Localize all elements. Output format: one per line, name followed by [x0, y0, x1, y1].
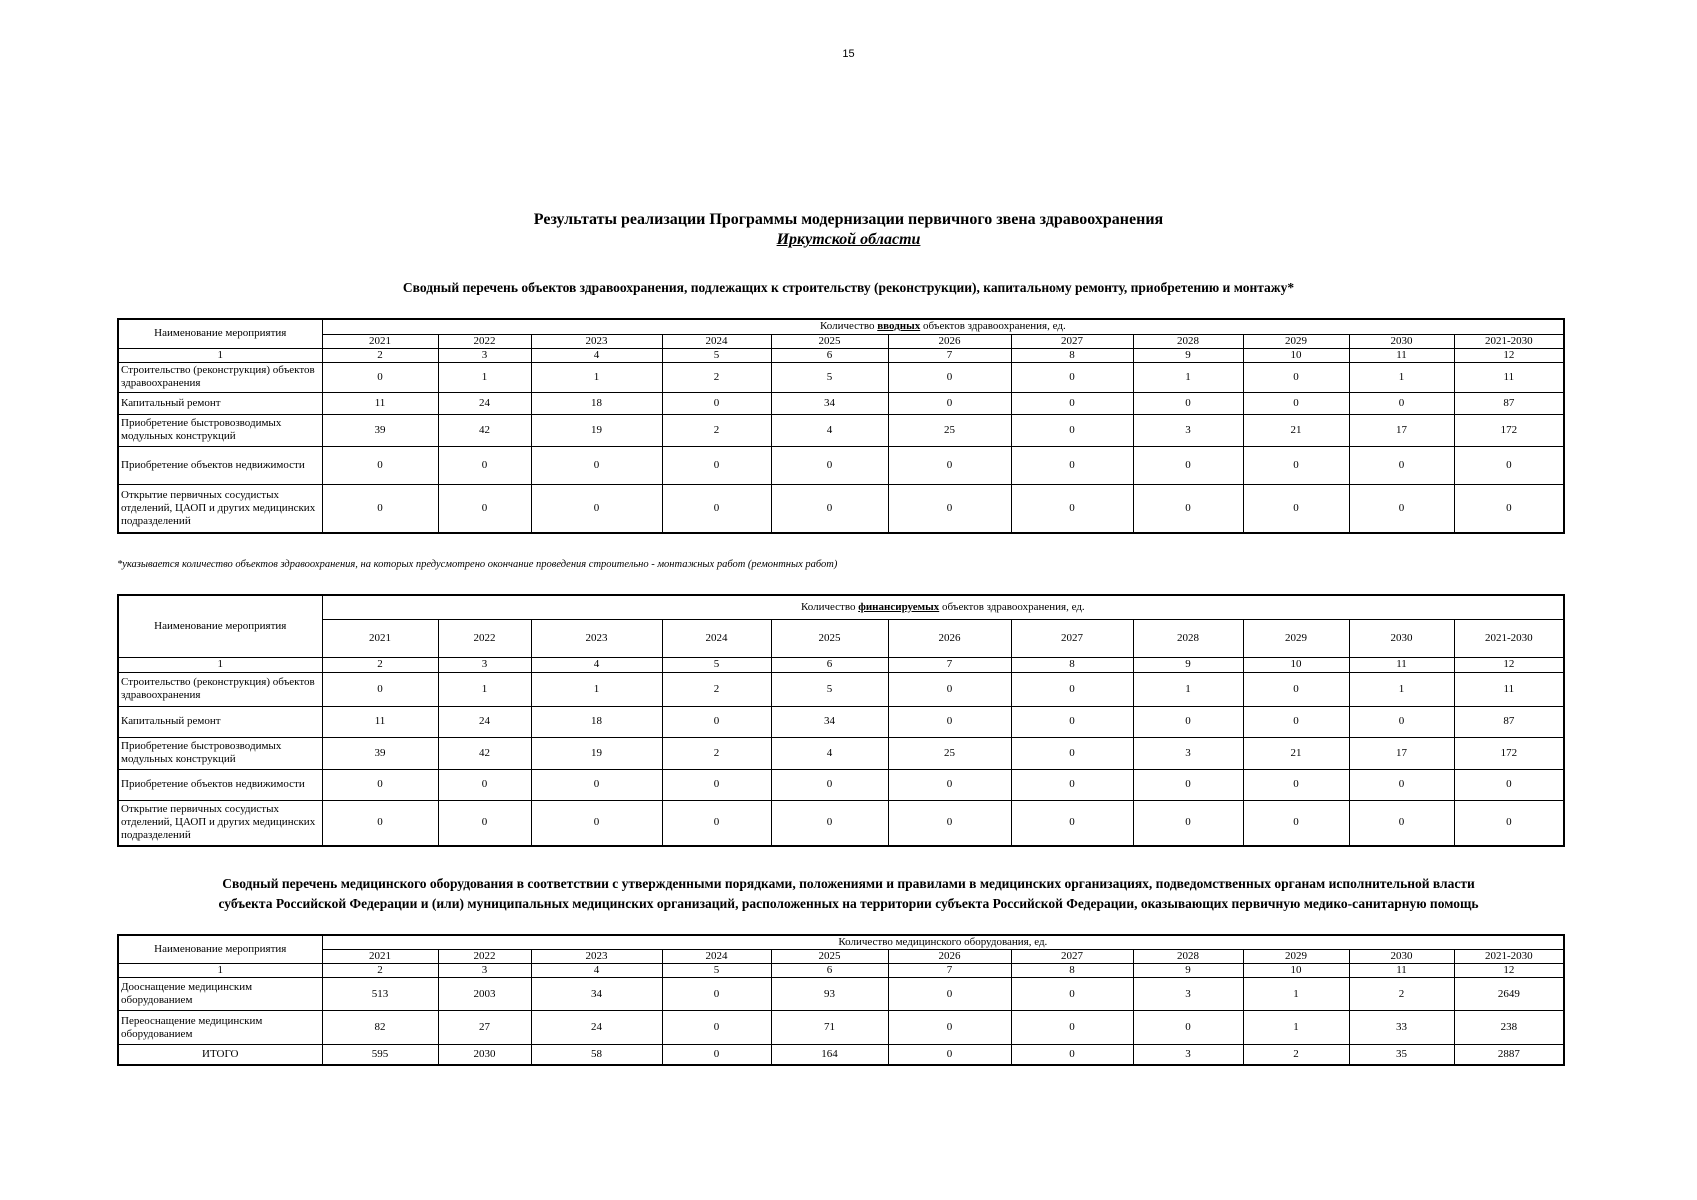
table-cell: 1	[438, 362, 531, 392]
column-group-header: Количество медицинского оборудования, ед.	[322, 935, 1564, 950]
table-cell: 0	[771, 800, 888, 846]
column-number: 7	[888, 657, 1011, 672]
table-cell: 0	[531, 446, 662, 484]
table-cell: 0	[1011, 484, 1133, 533]
table-cell: 4	[771, 414, 888, 446]
table-cell: 0	[1243, 672, 1349, 706]
column-header-year: 2021-2030	[1454, 619, 1564, 657]
column-header-year: 2030	[1349, 334, 1454, 348]
row-label: Приобретение объектов недвижимости	[118, 769, 322, 800]
table-cell: 0	[1011, 769, 1133, 800]
table-cell: 0	[438, 800, 531, 846]
subtitle-equipment-line-2: субъекта Российской Федерации и (или) муниципальных медицинских организаций, расположенных на территории субъекта Российской Федерации, оказывающих первичную медико-санитарную помощь	[218, 896, 1479, 911]
table-cell: 17	[1349, 737, 1454, 769]
years-row	[118, 950, 1564, 964]
table-cell: 0	[322, 769, 438, 800]
table-cell: 238	[1454, 1011, 1564, 1045]
table-cell: 0	[1011, 392, 1133, 414]
column-header-year: 2021	[322, 619, 438, 657]
group-header-pre: Количество	[819, 320, 878, 333]
table-cell: 42	[438, 414, 531, 446]
table-cell: 0	[1454, 769, 1564, 800]
column-number: 2	[322, 657, 438, 672]
table-row	[118, 392, 1564, 414]
table-cell: 0	[662, 1045, 771, 1065]
years-row	[118, 334, 1564, 348]
table-cell: 11	[1454, 362, 1564, 392]
table-cell: 0	[888, 1011, 1011, 1045]
table-cell: 2	[1349, 978, 1454, 1011]
table-cell: 0	[322, 446, 438, 484]
subtitle-objects: Сводный перечень объектов здравоохранения, подлежащих к строительству (реконструкции), капитальному ремонту, приобретению и монтажу*	[402, 280, 1295, 295]
table-cell: 0	[888, 769, 1011, 800]
table-cell: 0	[1133, 800, 1243, 846]
column-header-name: Наименование мероприятия	[118, 595, 322, 657]
page-title	[0, 210, 1697, 250]
column-number: 4	[531, 348, 662, 362]
row-label: Открытие первичных сосудистых отделений, ЦАОП и других медицинских подразделений	[118, 484, 322, 533]
table-cell: 0	[1349, 769, 1454, 800]
table-cell: 0	[1454, 484, 1564, 533]
table-cell: 17	[1349, 414, 1454, 446]
table-cell: 25	[888, 737, 1011, 769]
column-header-year: 2027	[1011, 619, 1133, 657]
column-header-year: 2022	[438, 619, 531, 657]
table-cell: 0	[1349, 706, 1454, 737]
group-header-emph: финансируемых	[858, 600, 940, 613]
column-header-year: 2030	[1349, 619, 1454, 657]
table-cell: 0	[888, 1045, 1011, 1065]
table-row	[118, 706, 1564, 737]
table-cell: 0	[771, 769, 888, 800]
table-cell: 19	[531, 737, 662, 769]
column-number: 9	[1133, 348, 1243, 362]
column-header-year: 2030	[1349, 950, 1454, 964]
table-cell: 39	[322, 737, 438, 769]
column-number: 1	[118, 657, 322, 672]
column-number: 9	[1133, 964, 1243, 978]
column-number-row	[118, 657, 1564, 672]
column-number: 5	[662, 657, 771, 672]
table-cell: 0	[1011, 446, 1133, 484]
table-cell: 21	[1243, 414, 1349, 446]
table-cell: 0	[438, 769, 531, 800]
table-cell: 0	[1133, 1011, 1243, 1045]
table-cell: 0	[888, 672, 1011, 706]
column-header-year: 2023	[531, 334, 662, 348]
group-header-post: объектов здравоохранения, ед.	[939, 600, 1085, 613]
title-line-2: Иркутской области	[776, 231, 921, 248]
table-row	[118, 484, 1564, 533]
table-cell: 0	[1011, 672, 1133, 706]
column-header-year: 2025	[771, 334, 888, 348]
table-row	[118, 769, 1564, 800]
column-header-year: 2024	[662, 619, 771, 657]
column-header-name: Наименование мероприятия	[118, 319, 322, 348]
column-header-year: 2024	[662, 334, 771, 348]
table-cell: 0	[888, 484, 1011, 533]
column-header-year: 2021	[322, 950, 438, 964]
table-cell: 1	[531, 672, 662, 706]
table-cell: 0	[1243, 484, 1349, 533]
row-label: Приобретение быстровозводимых модульных конструкций	[118, 414, 322, 446]
column-header-year: 2023	[531, 619, 662, 657]
table-cell: 0	[1133, 446, 1243, 484]
table-cell: 0	[888, 392, 1011, 414]
table-cell: 1	[1243, 978, 1349, 1011]
column-number: 5	[662, 348, 771, 362]
table-cell: 0	[1011, 978, 1133, 1011]
column-number: 8	[1011, 964, 1133, 978]
table-cell: 3	[1133, 978, 1243, 1011]
table-cell: 87	[1454, 392, 1564, 414]
table-cell: 2003	[438, 978, 531, 1011]
row-label: Дооснащение медицинским оборудованием	[118, 978, 322, 1011]
group-header-post: объектов здравоохранения, ед.	[920, 320, 1066, 333]
table-row	[118, 737, 1564, 769]
table-cell: 0	[1011, 737, 1133, 769]
table-row	[118, 1045, 1564, 1065]
group-header-emph: вводных	[877, 320, 921, 333]
column-header-year: 2023	[531, 950, 662, 964]
table-cell: 87	[1454, 706, 1564, 737]
table-cell: 0	[1349, 484, 1454, 533]
table-cell: 0	[888, 706, 1011, 737]
column-number: 2	[322, 964, 438, 978]
table-cell: 0	[531, 769, 662, 800]
table-cell: 0	[1243, 769, 1349, 800]
table-cell: 42	[438, 737, 531, 769]
column-header-year: 2026	[888, 619, 1011, 657]
table-cell: 0	[662, 1011, 771, 1045]
column-header-year: 2028	[1133, 334, 1243, 348]
subtitle-equipment	[0, 874, 1697, 914]
table-cell: 34	[771, 392, 888, 414]
table-cell: 164	[771, 1045, 888, 1065]
column-header-year: 2025	[771, 950, 888, 964]
column-header-year: 2022	[438, 334, 531, 348]
table-cell: 0	[531, 800, 662, 846]
table-cell: 0	[888, 446, 1011, 484]
table-cell: 0	[1349, 446, 1454, 484]
row-label: Открытие первичных сосудистых отделений, ЦАОП и других медицинских подразделений	[118, 800, 322, 846]
column-header-year: 2024	[662, 950, 771, 964]
column-header-year: 2022	[438, 950, 531, 964]
column-number: 5	[662, 964, 771, 978]
table-cell: 0	[662, 800, 771, 846]
table-row	[118, 978, 1564, 1011]
column-number: 7	[888, 348, 1011, 362]
years-row	[118, 619, 1564, 657]
table-row	[118, 672, 1564, 706]
table-cell: 172	[1454, 414, 1564, 446]
table-cell: 0	[1243, 800, 1349, 846]
table-cell: 0	[531, 484, 662, 533]
column-number: 9	[1133, 657, 1243, 672]
column-number: 11	[1349, 964, 1454, 978]
table-cell: 0	[322, 484, 438, 533]
table-cell: 0	[1133, 706, 1243, 737]
table-cell: 0	[1011, 706, 1133, 737]
column-number: 10	[1243, 348, 1349, 362]
table-cell: 2887	[1454, 1045, 1564, 1065]
table-cell: 0	[662, 706, 771, 737]
table-cell: 2	[662, 414, 771, 446]
row-label: Приобретение объектов недвижимости	[118, 446, 322, 484]
table-cell: 0	[888, 800, 1011, 846]
table-cell: 0	[1243, 706, 1349, 737]
column-header-name: Наименование мероприятия	[118, 935, 322, 964]
subtitle-equipment-line-1: Сводный перечень медицинского оборудования в соответствии с утвержденными порядками, положениями и правилами в медицинских организациях, подведомственных органам исполнительной власти	[222, 876, 1475, 891]
table-row	[118, 414, 1564, 446]
table-cell: 0	[1243, 392, 1349, 414]
table-cell: 0	[438, 484, 531, 533]
table-cell: 0	[662, 484, 771, 533]
table-cell: 0	[888, 362, 1011, 392]
table-cell: 21	[1243, 737, 1349, 769]
table-cell: 1	[1243, 1011, 1349, 1045]
table-cell: 24	[438, 392, 531, 414]
table-cell: 2	[662, 737, 771, 769]
table-cell: 39	[322, 414, 438, 446]
row-label: Капитальный ремонт	[118, 706, 322, 737]
table-cell: 0	[888, 978, 1011, 1011]
column-number-row	[118, 348, 1564, 362]
table-cell: 5	[771, 672, 888, 706]
row-label: Строительство (реконструкция) объектов здравоохранения	[118, 672, 322, 706]
column-number: 11	[1349, 657, 1454, 672]
table-cell: 1	[1133, 672, 1243, 706]
table-cell: 0	[1133, 769, 1243, 800]
table-cell: 595	[322, 1045, 438, 1065]
column-number: 6	[771, 657, 888, 672]
table-cell: 172	[1454, 737, 1564, 769]
column-header-year: 2021-2030	[1454, 334, 1564, 348]
table-cell: 0	[771, 446, 888, 484]
table-cell: 0	[1349, 800, 1454, 846]
table-cell: 25	[888, 414, 1011, 446]
table-row	[118, 1011, 1564, 1045]
table-cell: 0	[1133, 484, 1243, 533]
column-number: 1	[118, 348, 322, 362]
table-cell: 1	[1133, 362, 1243, 392]
table-cell: 58	[531, 1045, 662, 1065]
table-cell: 0	[438, 446, 531, 484]
column-number: 1	[118, 964, 322, 978]
table-row	[118, 800, 1564, 846]
table-cell: 1	[1349, 362, 1454, 392]
table-cell: 0	[1243, 446, 1349, 484]
table-cell: 82	[322, 1011, 438, 1045]
column-number: 8	[1011, 657, 1133, 672]
table-cell: 0	[1243, 362, 1349, 392]
table-cell: 24	[531, 1011, 662, 1045]
row-label: Переоснащение медицинским оборудованием	[118, 1011, 322, 1045]
column-number: 10	[1243, 964, 1349, 978]
table-cell: 0	[771, 484, 888, 533]
table-cell: 2	[1243, 1045, 1349, 1065]
column-header-year: 2026	[888, 950, 1011, 964]
column-number: 8	[1011, 348, 1133, 362]
table-cell: 1	[1349, 672, 1454, 706]
column-header-year: 2025	[771, 619, 888, 657]
column-header-year: 2029	[1243, 334, 1349, 348]
table-cell: 18	[531, 706, 662, 737]
column-header-year: 2021-2030	[1454, 950, 1564, 964]
column-header-year: 2029	[1243, 619, 1349, 657]
table-cell: 0	[1011, 1045, 1133, 1065]
table-cell: 19	[531, 414, 662, 446]
table-cell: 35	[1349, 1045, 1454, 1065]
table-cell: 0	[1011, 800, 1133, 846]
row-label: Строительство (реконструкция) объектов здравоохранения	[118, 362, 322, 392]
table-cell: 33	[1349, 1011, 1454, 1045]
table-cell: 11	[322, 392, 438, 414]
table-row	[118, 362, 1564, 392]
column-number: 10	[1243, 657, 1349, 672]
table-cell: 2030	[438, 1045, 531, 1065]
page-number: 15	[842, 48, 855, 60]
column-number: 2	[322, 348, 438, 362]
table-cell: 27	[438, 1011, 531, 1045]
table-cell: 513	[322, 978, 438, 1011]
table-cell: 0	[1011, 414, 1133, 446]
table-cell: 0	[322, 800, 438, 846]
table-cell: 1	[438, 672, 531, 706]
table-cell: 2	[662, 362, 771, 392]
table-cell: 93	[771, 978, 888, 1011]
row-label: Капитальный ремонт	[118, 392, 322, 414]
table-cell: 0	[662, 769, 771, 800]
table-cell: 2	[662, 672, 771, 706]
table-cell: 0	[662, 978, 771, 1011]
table-cell: 0	[1133, 392, 1243, 414]
row-label: ИТОГО	[118, 1045, 322, 1065]
table-cell: 34	[771, 706, 888, 737]
column-number: 7	[888, 964, 1011, 978]
column-group-header	[322, 319, 1564, 334]
table-cell: 11	[322, 706, 438, 737]
table-cell: 71	[771, 1011, 888, 1045]
column-number: 12	[1454, 348, 1564, 362]
table-cell: 0	[1011, 362, 1133, 392]
table-cell: 0	[1454, 446, 1564, 484]
column-header-year: 2028	[1133, 950, 1243, 964]
table-row	[118, 446, 1564, 484]
commissioned-objects-table	[117, 318, 1565, 534]
column-number: 6	[771, 964, 888, 978]
table-cell: 3	[1133, 1045, 1243, 1065]
column-number: 3	[438, 657, 531, 672]
column-number-row	[118, 964, 1564, 978]
table-cell: 0	[322, 362, 438, 392]
financed-objects-table	[117, 594, 1565, 847]
column-header-year: 2021	[322, 334, 438, 348]
table-cell: 11	[1454, 672, 1564, 706]
table-cell: 0	[662, 446, 771, 484]
table-cell: 0	[1454, 800, 1564, 846]
table-cell: 1	[531, 362, 662, 392]
column-header-year: 2026	[888, 334, 1011, 348]
title-line-1: Результаты реализации Программы модернизации первичного звена здравоохранения	[533, 211, 1164, 228]
table-cell: 3	[1133, 737, 1243, 769]
medical-equipment-table	[117, 934, 1565, 1066]
table-cell: 34	[531, 978, 662, 1011]
column-header-year: 2027	[1011, 950, 1133, 964]
column-header-year: 2028	[1133, 619, 1243, 657]
column-number: 4	[531, 657, 662, 672]
table-cell: 5	[771, 362, 888, 392]
group-header-pre: Количество	[800, 600, 859, 613]
column-header-year: 2027	[1011, 334, 1133, 348]
column-number: 12	[1454, 657, 1564, 672]
column-header-year: 2029	[1243, 950, 1349, 964]
table-cell: 0	[662, 392, 771, 414]
column-number: 6	[771, 348, 888, 362]
row-label: Приобретение быстровозводимых модульных конструкций	[118, 737, 322, 769]
column-number: 4	[531, 964, 662, 978]
column-number: 3	[438, 964, 531, 978]
table-cell: 0	[322, 672, 438, 706]
column-group-header	[322, 595, 1564, 619]
column-number: 12	[1454, 964, 1564, 978]
table-cell: 3	[1133, 414, 1243, 446]
table-cell: 0	[1349, 392, 1454, 414]
column-number: 11	[1349, 348, 1454, 362]
table-cell: 4	[771, 737, 888, 769]
table-cell: 2649	[1454, 978, 1564, 1011]
column-number: 3	[438, 348, 531, 362]
table-cell: 24	[438, 706, 531, 737]
table-cell: 0	[1011, 1011, 1133, 1045]
table-cell: 18	[531, 392, 662, 414]
footnote: *указывается количество объектов здравоохранения, на которых предусмотрено окончание проведения строительно - монтажных работ (ремонтных работ)	[117, 559, 838, 570]
